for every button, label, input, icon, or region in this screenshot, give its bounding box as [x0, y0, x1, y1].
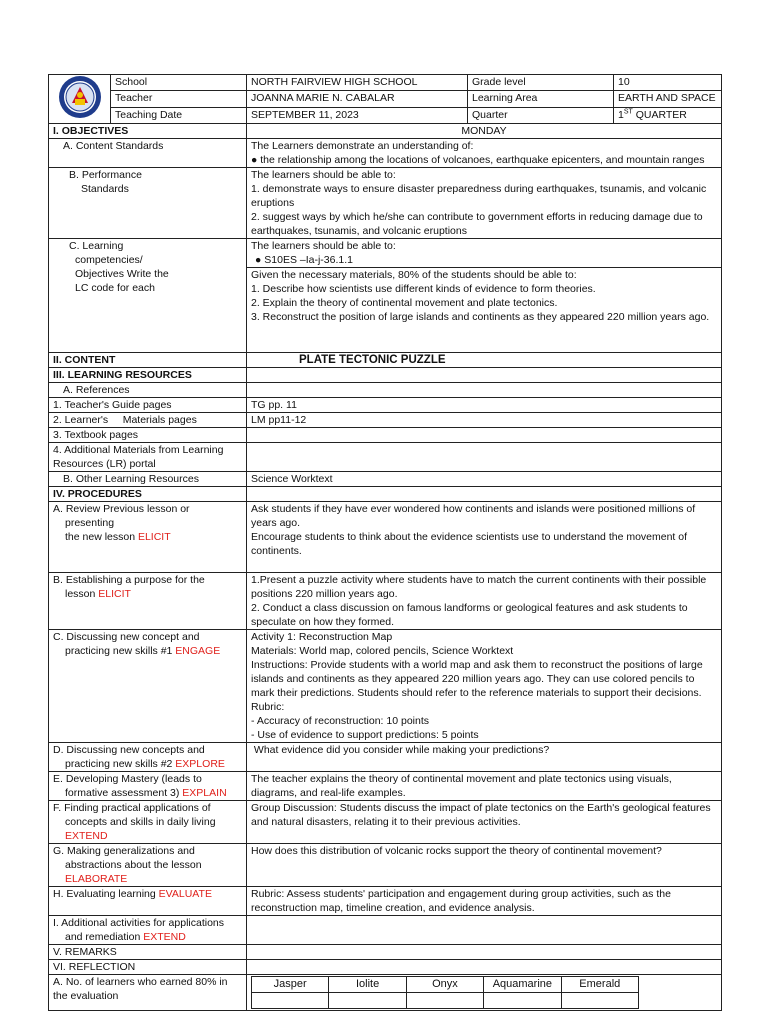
reflection-empty-cell [247, 960, 722, 975]
other-resources-label: B. Other Learning Resources [49, 472, 247, 487]
section-count-cell[interactable] [252, 993, 329, 1009]
performance-item: 1. demonstrate ways to ensure disaster preparedness during earthquakes, tsunamis, and volcanic eruptions [251, 183, 707, 209]
procedures-empty-cell [247, 487, 722, 502]
procedure-g-label-line: G. Making generalizations and [53, 845, 195, 857]
performance-intro: The learners should be able to: [251, 169, 396, 181]
procedure-b-label-line: B. Establishing a purpose for the [53, 574, 205, 586]
section-count-cell[interactable] [406, 993, 483, 1009]
tg-label: 1. Teacher's Guide pages [49, 398, 247, 413]
procedure-a-row [49, 502, 722, 573]
additional-row [49, 443, 722, 472]
tg-value: TG pp. 11 [247, 398, 722, 413]
deped-seal-icon [58, 75, 102, 119]
section-jasper: Jasper [252, 977, 329, 993]
competencies-intro: The learners should be able to: [251, 240, 396, 252]
other-resources-row [49, 472, 722, 487]
school-value: NORTH FAIRVIEW HIGH SCHOOL [247, 75, 468, 91]
procedure-e-label-line [53, 786, 242, 800]
procedure-a-label-text: the new lesson [65, 531, 138, 543]
procedure-g-value: How does this distribution of volcanic rocks support the theory of continental movement? [247, 844, 722, 887]
section-emerald: Emerald [561, 977, 638, 993]
lesson-plan-page [48, 74, 721, 1011]
grade-label: Grade level [468, 75, 614, 91]
quarter-label: Quarter [468, 107, 614, 123]
procedure-a-line: Ask students if they have ever wondered how continents and islands were positioned millions of years ago. [251, 503, 696, 529]
procedure-d-label-text: practicing new skills #2 [65, 758, 176, 770]
objectives-intro: Given the necessary materials, 80% of the students should be able to: [251, 269, 577, 281]
content-standards-line: The Learners demonstrate an understanding of: [251, 140, 474, 152]
additional-label: 4. Additional Materials from Learning Resources (LR) portal [49, 443, 247, 472]
procedure-f-label-line: concepts and skills in daily living [65, 816, 216, 828]
procedure-d-label-line: D. Discussing new concepts and [53, 744, 205, 756]
procedure-a-label-line [53, 530, 242, 544]
procedure-i-label-text: and remediation [65, 931, 144, 943]
section-count-cell[interactable] [484, 993, 561, 1009]
section-aquamarine: Aquamarine [484, 977, 561, 993]
procedure-c-line: Activity 1: Reconstruction Map [251, 631, 393, 643]
procedure-c-line: - Accuracy of reconstruction: 10 points [251, 715, 430, 727]
references-row [49, 383, 722, 398]
competencies-label-line: competencies/ [75, 254, 143, 266]
procedure-h-row [49, 887, 722, 916]
lm-value: LM pp11-12 [247, 413, 722, 428]
procedure-f-tag: EXTEND [65, 830, 108, 842]
objective-item: 2. Explain the theory of continental movement and plate tectonics. [251, 297, 558, 309]
section-iolite: Iolite [329, 977, 406, 993]
procedure-i-row [49, 916, 722, 945]
other-resources-value: Science Worktext [247, 472, 722, 487]
procedure-c-label-line: C. Discussing new concept and [53, 631, 200, 643]
competencies-label [49, 239, 247, 353]
procedure-a-value [247, 502, 722, 573]
textbook-label: 3. Textbook pages [49, 428, 247, 443]
content-title: II. CONTENT [49, 353, 247, 368]
school-seal-cell [49, 75, 111, 124]
procedure-b-label-line [53, 587, 242, 601]
area-value: EARTH AND SPACE [614, 91, 722, 107]
teacher-value: JOANNA MARIE N. CABALAR [247, 91, 468, 107]
textbook-empty-cell [247, 428, 722, 443]
procedure-d-tag: EXPLORE [175, 758, 225, 770]
resources-empty-cell [247, 368, 722, 383]
objective-item-3 [251, 310, 717, 324]
performance-label-line: B. Performance [69, 169, 142, 181]
competencies-code-value [247, 239, 722, 268]
procedure-g-row [49, 844, 722, 887]
procedure-i-tag: EXTEND [143, 931, 186, 943]
sections-count-row [252, 993, 639, 1009]
objective-item: 3. Reconstruct the position of large islands and continents as they appeared 220 million years ago. [251, 311, 710, 323]
procedure-f-label [49, 801, 247, 844]
quarter-word: QUARTER [632, 108, 687, 121]
reflection-a-label: A. No. of learners who earned 80% in the evaluation [49, 975, 247, 1011]
procedures-title: IV. PROCEDURES [49, 487, 247, 502]
content-standards-line: ● the relationship among the locations of volcanoes, earthquake epicenters, and mountain ranges [251, 154, 705, 166]
procedure-c-label-line [53, 644, 242, 658]
procedure-e-label [49, 772, 247, 801]
procedure-a-label-line: presenting [65, 517, 115, 529]
competencies-code-row [49, 239, 722, 268]
content-standards-row [49, 139, 722, 168]
procedure-e-value: The teacher explains the theory of continental movement and plate tectonics using visuals, diagrams, and real-life examples. [247, 772, 722, 801]
procedure-b-value [247, 573, 722, 630]
performance-standards-value [247, 168, 722, 239]
procedure-e-label-text: formative assessment 3) [65, 787, 183, 799]
procedure-f-label-line: F. Finding practical applications of [53, 802, 211, 814]
additional-empty-cell [247, 443, 722, 472]
grade-value: 10 [614, 75, 722, 91]
procedure-c-value [247, 630, 722, 743]
date-value: SEPTEMBER 11, 2023 [247, 107, 468, 123]
procedure-c-label-text: practicing new skills #1 [65, 645, 176, 657]
school-label: School [111, 75, 247, 91]
section-count-cell[interactable] [561, 993, 638, 1009]
procedure-b-label [49, 573, 247, 630]
lm-row [49, 413, 722, 428]
procedure-c-line: Instructions: Provide students with a world map and ask them to reconstruct the positions of large islands and continents as they appeared 220 million years ago. They can use colored pencils to mark their predictions. Students should refer to the reference materials to support their decisions. [251, 659, 703, 699]
section-count-cell[interactable] [329, 993, 406, 1009]
remarks-row [49, 945, 722, 960]
competencies-label-line: Objectives Write the [75, 268, 169, 280]
procedure-h-tag: EVALUATE [158, 888, 212, 900]
header-row-teacher [49, 91, 722, 107]
header-row-school [49, 75, 722, 91]
section-onyx: Onyx [406, 977, 483, 993]
content-standards-label: A. Content Standards [49, 139, 247, 168]
procedure-i-label-line [53, 930, 242, 944]
tg-row [49, 398, 722, 413]
reflection-title: VI. REFLECTION [49, 960, 247, 975]
procedure-c-line: Materials: World map, colored pencils, Science Worktext [251, 645, 514, 657]
procedure-b-line: 1.Present a puzzle activity where students have to match the current continents with their possible positions 220 million years ago. [251, 574, 707, 600]
procedure-i-label-line: I. Additional activities for applications [53, 917, 225, 929]
procedure-a-line: Encourage students to think about the evidence scientists use to understand the movement of continents. [251, 531, 688, 557]
date-label: Teaching Date [111, 107, 247, 123]
resources-heading-row [49, 368, 722, 383]
reflection-row [49, 960, 722, 975]
quarter-value [614, 107, 722, 123]
sections-table [251, 976, 639, 1009]
procedure-d-row [49, 743, 722, 772]
procedure-i-label [49, 916, 247, 945]
procedure-h-label [49, 887, 247, 916]
content-row [49, 353, 722, 368]
teacher-label: Teacher [111, 91, 247, 107]
procedures-heading-row [49, 487, 722, 502]
objectives-title: I. OBJECTIVES [49, 124, 247, 139]
performance-standards-label [49, 168, 247, 239]
sections-header-row [252, 977, 639, 993]
quarter-number: 1 [618, 108, 624, 121]
content-standards-value [247, 139, 722, 168]
procedure-e-label-line: E. Developing Mastery (leads to [53, 773, 202, 785]
header-row-date [49, 107, 722, 123]
procedure-h-label-text: H. Evaluating learning [53, 888, 159, 900]
procedure-c-line: Rubric: [251, 701, 285, 713]
procedure-d-label-line [53, 757, 242, 771]
resources-title: III. LEARNING RESOURCES [49, 368, 247, 383]
references-empty-cell [247, 383, 722, 398]
procedure-b-label-text: lesson [65, 588, 99, 600]
procedure-b-row [49, 573, 722, 630]
procedure-d-label [49, 743, 247, 772]
objectives-list-value [247, 268, 722, 353]
reflection-a-value [247, 975, 722, 1011]
area-label: Learning Area [468, 91, 614, 107]
procedure-g-label [49, 844, 247, 887]
remarks-title: V. REMARKS [49, 945, 247, 960]
competencies-label-line: C. Learning [69, 240, 124, 252]
procedure-a-tag: ELICIT [137, 531, 171, 543]
procedure-f-value: Group Discussion: Students discuss the impact of plate tectonics on the Earth's geological features and natural disasters, relating it to their previous activities. [247, 801, 722, 844]
day-label: MONDAY [247, 124, 722, 139]
procedure-e-tag: EXPLAIN [182, 787, 227, 799]
procedure-a-label [49, 502, 247, 573]
performance-label-line: Standards [81, 183, 129, 195]
objective-item: 1. Describe how scientists use different kinds of evidence to form theories. [251, 283, 596, 295]
quarter-suffix: ST [623, 108, 633, 116]
lm-label: 2. Learner's Materials pages [49, 413, 247, 428]
procedure-b-tag: ELICIT [98, 588, 131, 600]
procedure-h-value: Rubric: Assess students' participation and engagement during group activities, such as the reconstruction map, timeline creation, and evidence analysis. [247, 887, 722, 916]
competencies-code: ● S10ES –Ia-j-36.1.1 [255, 254, 353, 266]
objectives-heading-row [49, 124, 722, 139]
lesson-plan-table [48, 74, 722, 1011]
procedure-c-tag: ENGAGE [175, 645, 221, 657]
content-value: PLATE TECTONIC PUZZLE [247, 353, 722, 368]
remarks-empty-cell [247, 945, 722, 960]
procedure-i-empty-cell [247, 916, 722, 945]
procedure-b-line: 2. Conduct a class discussion on famous landforms or geological features and ask students to speculate on how they formed. [251, 602, 688, 628]
procedure-f-row [49, 801, 722, 844]
procedure-c-label [49, 630, 247, 743]
procedure-d-value: What evidence did you consider while making your predictions? [247, 743, 722, 772]
performance-item: 2. suggest ways by which he/she can contribute to government efforts in reducing damage due to earthquakes, tsunamis, and volcanic eruptions [251, 211, 703, 237]
procedure-c-row [49, 630, 722, 743]
procedure-g-tag: ELABORATE [65, 873, 128, 885]
references-label: A. References [49, 383, 247, 398]
procedure-g-label-line: abstractions about the lesson [65, 859, 202, 871]
procedure-c-line: - Use of evidence to support predictions: 5 points [251, 729, 479, 741]
procedure-a-label-line: A. Review Previous lesson or [53, 503, 190, 515]
procedure-e-row [49, 772, 722, 801]
textbook-row [49, 428, 722, 443]
reflection-a-row [49, 975, 722, 1011]
performance-standards-row [49, 168, 722, 239]
competencies-label-line: LC code for each [75, 282, 155, 294]
